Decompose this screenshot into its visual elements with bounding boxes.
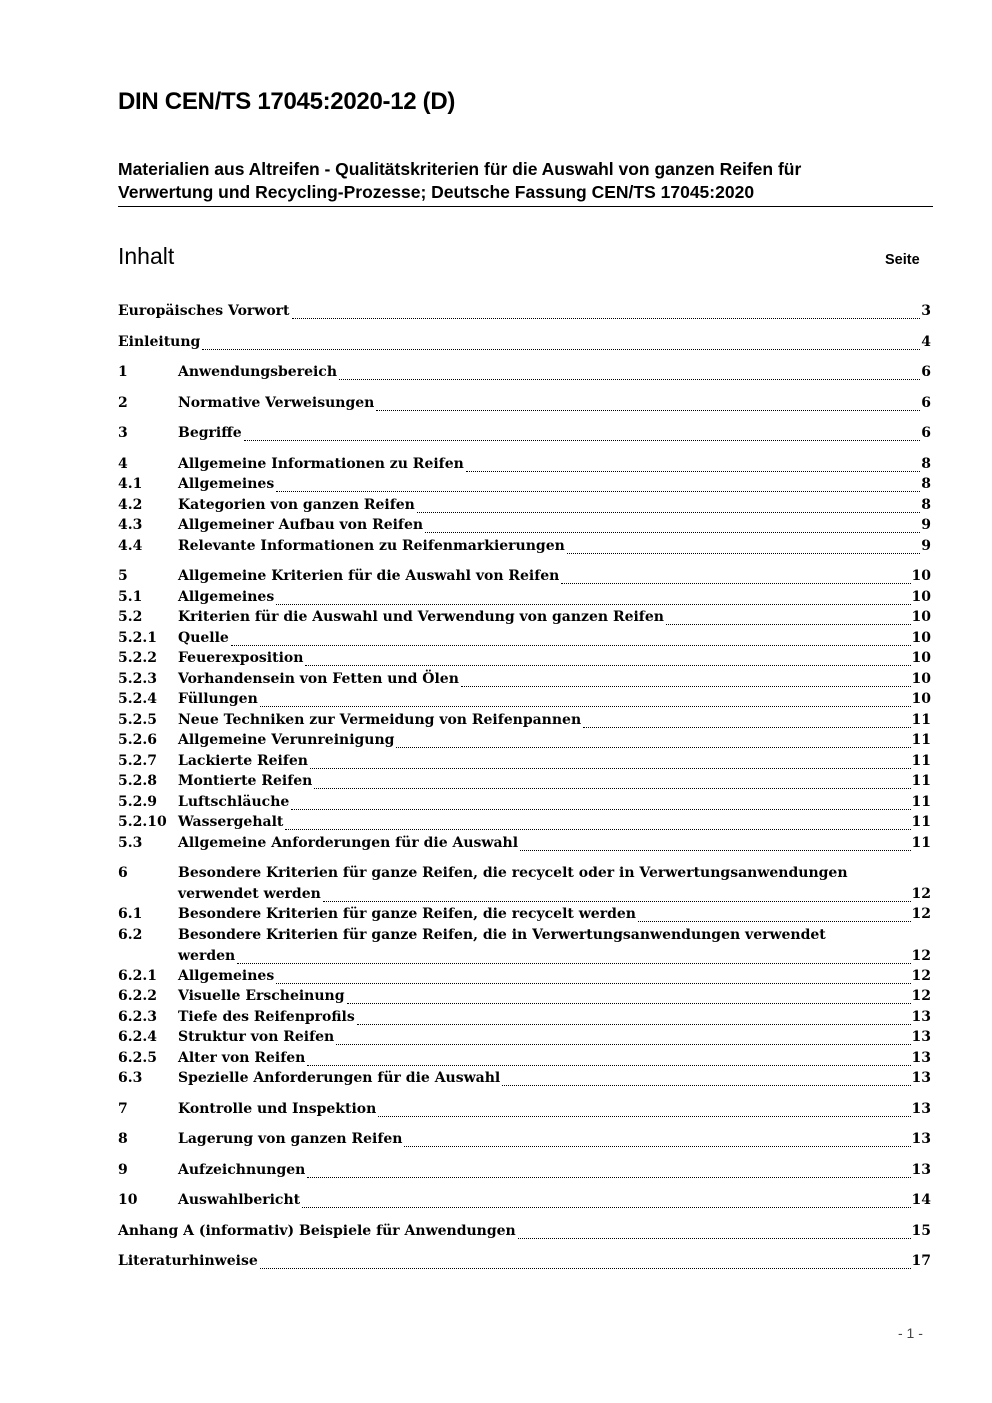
toc-entry	[118, 812, 931, 833]
toc-dot-leader	[425, 532, 920, 533]
toc-entry-page: 6	[921, 395, 931, 411]
toc-entry-page: 6	[921, 425, 931, 441]
toc-entry-page: 9	[921, 538, 931, 554]
toc-entry-page: 12	[911, 988, 931, 1004]
page-number: - 1 -	[898, 1325, 923, 1341]
toc-entry-page: 10	[911, 589, 931, 605]
toc-entry-number: 4.4	[118, 538, 143, 554]
toc-entry	[118, 966, 931, 987]
toc-entry	[118, 1251, 931, 1272]
toc-dot-leader	[357, 1024, 911, 1025]
toc-entry	[118, 628, 931, 649]
toc-dot-leader	[276, 983, 910, 984]
toc-entry-title: Füllungen	[178, 691, 258, 707]
toc-entry-title: Auswahlbericht	[178, 1192, 301, 1208]
toc-entry-number: 6.2.2	[118, 988, 157, 1004]
toc-entry-number: 4.1	[118, 476, 143, 492]
toc-dot-leader	[285, 829, 910, 830]
toc-entry	[118, 301, 931, 322]
toc-entry-title: Kontrolle und Inspektion	[178, 1101, 377, 1117]
toc-entry-number: 5	[118, 568, 128, 584]
toc-entry-title: Allgemeines	[178, 968, 275, 984]
toc-entry	[118, 986, 931, 1007]
toc-dot-leader	[276, 491, 920, 492]
toc-entry-title: Kriterien für die Auswahl und Verwendung von ganzen Reifen	[178, 609, 664, 625]
toc-entry-number: 5.2.2	[118, 650, 157, 666]
toc-entry-number: 8	[118, 1131, 128, 1147]
toc-entry-page: 10	[911, 630, 931, 646]
toc-dot-leader	[260, 706, 911, 707]
toc-entry-title: Luftschläuche	[178, 794, 290, 810]
toc-entry	[118, 566, 931, 587]
toc-entry-page: 9	[921, 517, 931, 533]
toc-dot-leader	[561, 583, 910, 584]
toc-entry-number: 6.2.4	[118, 1029, 157, 1045]
toc-entry-title: Wassergehalt	[178, 814, 284, 830]
toc-entry-title: Besondere Kriterien für ganze Reifen, die recycelt werden	[178, 906, 636, 922]
toc-dot-leader	[502, 1085, 910, 1086]
toc-dot-leader	[292, 318, 921, 319]
toc-entry-page: 12	[911, 948, 931, 964]
toc-dot-leader	[260, 1268, 911, 1269]
toc-entry	[118, 1068, 931, 1089]
toc-entry-page: 8	[921, 476, 931, 492]
toc-dot-leader	[461, 686, 911, 687]
toc-entry-title: Visuelle Erscheinung	[178, 988, 345, 1004]
toc-entry-page: 13	[911, 1050, 931, 1066]
toc-entry-number: 6	[118, 865, 128, 881]
toc-entry	[118, 536, 931, 557]
toc-entry-title: Quelle	[178, 630, 229, 646]
toc-entry-title: Kategorien von ganzen Reifen	[178, 497, 415, 513]
toc-entry-number: 5.2.4	[118, 691, 157, 707]
toc-dot-leader	[638, 921, 911, 922]
toc-entry-title: Alter von Reifen	[178, 1050, 306, 1066]
toc-entry-page: 10	[911, 609, 931, 625]
toc-entry	[118, 730, 931, 751]
toc-entry-number: 7	[118, 1101, 128, 1117]
toc-entry-page: 11	[911, 835, 931, 851]
toc-entry-title: Besondere Kriterien für ganze Reifen, die recycelt oder in Verwertungsanwendungen	[178, 865, 848, 881]
toc-entry	[118, 423, 931, 444]
toc-dot-leader	[378, 1116, 910, 1117]
toc-entry-number: 9	[118, 1162, 128, 1178]
toc-entry-number: 4.2	[118, 497, 143, 513]
toc-entry-title: Allgemeines	[178, 589, 275, 605]
toc-dot-leader	[302, 1207, 910, 1208]
toc-entry-number: 4.3	[118, 517, 143, 533]
toc-entry-number: 5.2.10	[118, 814, 167, 830]
toc-entry-page: 13	[911, 1029, 931, 1045]
toc-entry-page: 10	[911, 568, 931, 584]
toc-entry-page: 4	[921, 334, 931, 350]
toc-entry-number: 3	[118, 425, 128, 441]
toc-entry-title: Feuerexposition	[178, 650, 304, 666]
toc-entry	[118, 863, 931, 905]
toc-entry	[118, 362, 931, 383]
toc-entry-number: 2	[118, 395, 128, 411]
toc-entry-page: 8	[921, 456, 931, 472]
toc-entry-title: Lagerung von ganzen Reifen	[178, 1131, 403, 1147]
toc-dot-leader	[244, 440, 921, 441]
toc-entry	[118, 607, 931, 628]
toc-entry	[118, 1048, 931, 1069]
toc-entry-page: 10	[911, 691, 931, 707]
toc-entry-title: Besondere Kriterien für ganze Reifen, die in Verwertungsanwendungen verwendet	[178, 927, 826, 943]
toc-entry	[118, 1190, 931, 1211]
toc-entry-number: 5.2.3	[118, 671, 157, 687]
toc-entry	[118, 1099, 931, 1120]
toc-entry-title: Montierte Reifen	[178, 773, 313, 789]
toc-entry	[118, 1129, 931, 1150]
subtitle-line: Materialien aus Altreifen - Qualitätskriterien für die Auswahl von ganzen Reifen für	[118, 159, 802, 179]
toc-entry-page: 13	[911, 1070, 931, 1086]
toc-entry	[118, 454, 931, 475]
toc-dot-leader	[567, 553, 920, 554]
toc-entry-title-continued: verwendet werden	[178, 886, 321, 902]
toc-entry	[118, 792, 931, 813]
toc-entry	[118, 833, 931, 854]
toc-entry-number: 5.2.5	[118, 712, 157, 728]
toc-entry-number: 5.2.1	[118, 630, 157, 646]
toc-entry-number: 6.2	[118, 927, 143, 943]
toc-entry-title: Aufzeichnungen	[178, 1162, 306, 1178]
toc-entry-title: Tiefe des Reifenprofils	[178, 1009, 355, 1025]
toc-entry-number: 10	[118, 1192, 138, 1208]
toc-dot-leader	[583, 727, 910, 728]
toc-entry-title: Lackierte Reifen	[178, 753, 308, 769]
toc-entry-title-continued: werden	[178, 948, 236, 964]
toc-entry-number: 6.2.5	[118, 1050, 157, 1066]
toc-dot-leader	[339, 379, 920, 380]
toc-entry-title: Vorhandensein von Fetten und Ölen	[178, 671, 459, 687]
toc-entry-page: 11	[911, 814, 931, 830]
toc-entry-number: 5.2	[118, 609, 143, 625]
toc-entry	[118, 648, 931, 669]
toc-entry-title: Allgemeine Verunreinigung	[178, 732, 395, 748]
toc-entry	[118, 771, 931, 792]
toc-entry-title: Allgemeiner Aufbau von Reifen	[178, 517, 424, 533]
toc-dot-leader	[231, 645, 911, 646]
toc-entry-number: 5.3	[118, 835, 143, 851]
toc-entry	[118, 495, 931, 516]
toc-entry-page: 11	[911, 753, 931, 769]
toc-dot-leader	[202, 349, 920, 350]
toc-entry-number: 1	[118, 364, 128, 380]
toc-entry-page: 13	[911, 1101, 931, 1117]
toc-entry-title: Spezielle Anforderungen für die Auswahl	[178, 1070, 501, 1086]
toc-entry-title: Neue Techniken zur Vermeidung von Reifenpannen	[178, 712, 582, 728]
toc-entry-page: 13	[911, 1162, 931, 1178]
toc-entry-page: 10	[911, 650, 931, 666]
toc-entry-page: 15	[911, 1223, 931, 1239]
toc-entry-number: 6.2.1	[118, 968, 157, 984]
toc-entry	[118, 751, 931, 772]
toc-entry-title: Allgemeine Informationen zu Reifen	[178, 456, 464, 472]
toc-dot-leader	[396, 747, 910, 748]
toc-entry	[118, 332, 931, 353]
toc-heading: Inhalt	[118, 243, 175, 269]
toc-page-label: Seite	[885, 252, 920, 268]
toc-dot-leader	[404, 1146, 910, 1147]
toc-dot-leader	[276, 604, 910, 605]
toc-entry-number: 5.2.9	[118, 794, 157, 810]
toc-entry-page: 11	[911, 732, 931, 748]
toc-entry-page: 17	[911, 1253, 931, 1269]
toc-dot-leader	[314, 788, 910, 789]
toc-entry-number: 5.1	[118, 589, 143, 605]
toc-entry	[118, 904, 931, 925]
toc-entry-number: 6.1	[118, 906, 143, 922]
toc-dot-leader	[307, 1177, 910, 1178]
toc-entry-page: 8	[921, 497, 931, 513]
toc-entry-page: 11	[911, 712, 931, 728]
toc-entry-number: 6.3	[118, 1070, 143, 1086]
toc-entry-title: Einleitung	[118, 334, 201, 350]
toc-entry	[118, 474, 931, 495]
toc-entry-title: Relevante Informationen zu Reifenmarkierungen	[178, 538, 565, 554]
toc-entry-page: 3	[921, 303, 931, 319]
toc-entry-number: 4	[118, 456, 128, 472]
toc-entry	[118, 710, 931, 731]
toc-entry	[118, 1160, 931, 1181]
toc-entry-title: Struktur von Reifen	[178, 1029, 335, 1045]
subtitle-line: Verwertung und Recycling-Prozesse; Deutsche Fassung CEN/TS 17045:2020	[118, 182, 755, 202]
toc-entry	[118, 925, 931, 967]
toc-entry-number: 6.2.3	[118, 1009, 157, 1025]
toc-entry-title: Begriffe	[178, 425, 242, 441]
toc-entry-title: Normative Verweisungen	[178, 395, 375, 411]
toc-entry-title: Europäisches Vorwort	[118, 303, 290, 319]
toc-entry-page: 13	[911, 1009, 931, 1025]
toc-entry-number: 5.2.7	[118, 753, 157, 769]
toc-dot-leader	[323, 901, 911, 902]
toc-entry-page: 11	[911, 794, 931, 810]
toc-entry-title: Anhang A (informativ) Beispiele für Anwendungen	[118, 1223, 516, 1239]
toc-dot-leader	[376, 410, 920, 411]
toc-entry-page: 10	[911, 671, 931, 687]
toc-entry-title: Anwendungsbereich	[178, 364, 337, 380]
table-of-contents	[118, 0, 931, 1403]
document-id: DIN CEN/TS 17045:2020-12 (D)	[118, 88, 456, 115]
toc-dot-leader	[666, 624, 911, 625]
toc-dot-leader	[237, 963, 910, 964]
toc-entry-title: Allgemeine Anforderungen für die Auswahl	[178, 835, 519, 851]
toc-entry-page: 13	[911, 1131, 931, 1147]
toc-dot-leader	[336, 1044, 910, 1045]
toc-dot-leader	[417, 512, 920, 513]
toc-entry-number: 5.2.8	[118, 773, 157, 789]
toc-entry	[118, 669, 931, 690]
toc-dot-leader	[347, 1003, 911, 1004]
toc-entry	[118, 1027, 931, 1048]
toc-dot-leader	[307, 1065, 910, 1066]
toc-entry	[118, 1007, 931, 1028]
toc-entry-page: 14	[911, 1192, 931, 1208]
toc-entry-page: 11	[911, 773, 931, 789]
toc-dot-leader	[466, 471, 920, 472]
toc-entry	[118, 515, 931, 536]
toc-entry	[118, 393, 931, 414]
toc-dot-leader	[305, 665, 910, 666]
toc-dot-leader	[310, 768, 911, 769]
toc-entry-title: Allgemeines	[178, 476, 275, 492]
toc-dot-leader	[291, 809, 910, 810]
toc-entry	[118, 689, 931, 710]
toc-entry-page: 12	[911, 968, 931, 984]
toc-entry-page: 12	[911, 906, 931, 922]
toc-entry-title: Literaturhinweise	[118, 1253, 258, 1269]
toc-dot-leader	[520, 850, 910, 851]
toc-dot-leader	[518, 1238, 911, 1239]
toc-entry-page: 6	[921, 364, 931, 380]
toc-entry-title: Allgemeine Kriterien für die Auswahl von Reifen	[178, 568, 560, 584]
toc-entry	[118, 1221, 931, 1242]
toc-entry	[118, 587, 931, 608]
toc-entry-number: 5.2.6	[118, 732, 157, 748]
toc-entry-page: 12	[911, 886, 931, 902]
